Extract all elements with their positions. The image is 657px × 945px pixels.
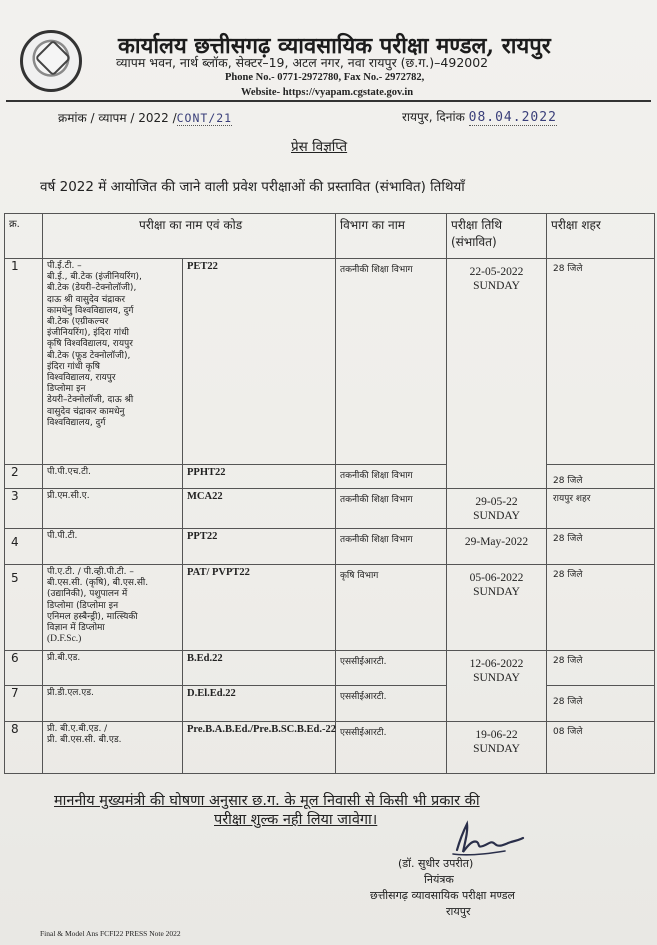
vyapam-emblem-icon [20, 30, 82, 92]
table-header-row [5, 214, 655, 259]
row-sn: 8 [5, 721, 43, 773]
exam-date [447, 685, 547, 721]
exam-city: 28 जिले [547, 565, 655, 651]
table-row [5, 489, 655, 529]
exam-name: प्री.डी.एल.एड. [43, 685, 183, 721]
row-sn: 4 [5, 529, 43, 565]
row-sn: 1 [5, 259, 43, 465]
header-exam-name: परीक्षा का नाम एवं कोड [43, 214, 336, 259]
exam-department: तकनीकी शिक्षा विभाग [336, 465, 447, 489]
exam-city: 28 जिले [547, 685, 655, 721]
row-sn: 2 [5, 465, 43, 489]
exam-department: तकनीकी शिक्षा विभाग [336, 489, 447, 529]
row-sn: 6 [5, 651, 43, 686]
exam-code: PPHT22 [183, 465, 336, 489]
exam-city: रायपुर शहर [547, 489, 655, 529]
exam-name: पी.पी.एच.टी. [43, 465, 183, 489]
subject-line: वर्ष 2022 में आयोजित की जाने वाली प्रवेश परीक्षाओं की प्रस्तावित (संभावित) तिथियाँ [40, 179, 465, 195]
exam-city: 28 जिले [547, 529, 655, 565]
exam-department: एससीईआरटी. [336, 721, 447, 773]
exam-department: एससीईआरटी. [336, 651, 447, 686]
press-note-heading: प्रेस विज्ञप्ति [291, 139, 348, 155]
exam-date: 22-05-2022 SUNDAY [447, 259, 547, 465]
footer-note: Final & Model Ans FCFI22 PRESS Note 2022 [40, 929, 181, 938]
exam-date: 05-06-2022 SUNDAY [447, 565, 547, 651]
exam-code: MCA22 [183, 489, 336, 529]
table-row [5, 465, 655, 489]
header-divider [6, 100, 651, 102]
exam-date: 29-05-22 SUNDAY [447, 489, 547, 529]
header-department: विभाग का नाम [336, 214, 447, 259]
exam-code: PAT/ PVPT22 [183, 565, 336, 651]
exam-city: 28 जिले [547, 465, 655, 489]
exam-schedule-table [4, 213, 655, 774]
row-sn: 5 [5, 565, 43, 651]
place-date-label: रायपुर, दिनांक [402, 110, 465, 124]
exam-city: 28 जिले [547, 259, 655, 465]
row-sn: 3 [5, 489, 43, 529]
exam-name: प्री.एम.सी.ए. [43, 489, 183, 529]
signatory-city: रायपुर [446, 905, 471, 918]
exam-name: पी.ई.टी. – बी.ई., बी.टेक (इंजीनियरिंग), बी.टेक (डेयरी–टेक्नोलॉजी), दाऊ श्री वासुदेव चंद्राकर कामधेनु विश्वविद्यालय, दुर्ग बी.टेक (एग्रीकल्चर इंजीनियरिंग), इंदिरा गांधी कृषि विश्वविद्यालय, रायपुर बी.टेक (फूड टेक्नोलॉजी), इंदिरा गांधी कृषि विश्वविद्यालय, रायपुर डिप्लोमा इन डेयरी–टेक्नोलॉजी, दाऊ श्री वासुदेव चंद्राकर कामधेनु विश्वविद्यालय, दुर्ग [43, 259, 183, 465]
exam-department: तकनीकी शिक्षा विभाग [336, 529, 447, 565]
office-title: कार्यालय छत्तीसगढ़ व्यावसायिक परीक्षा मण्डल, रायपुर [118, 33, 551, 59]
exam-name: प्री. बी.ए.बी.एड. / प्री. बी.एस.सी. बी.एड. [43, 721, 183, 773]
reference-handwritten-number: CONT/21 [176, 111, 233, 125]
table-row [5, 685, 655, 721]
header-sn: क्र. [5, 214, 43, 259]
table-row [5, 651, 655, 686]
header-exam-city: परीक्षा शहर [547, 214, 655, 259]
table-row [5, 259, 655, 465]
exam-city: 28 जिले [547, 651, 655, 686]
exam-code: B.Ed.22 [183, 651, 336, 686]
reference-prefix: क्रमांक / व्यापम / 2022 / [58, 111, 177, 125]
exam-code: PET22 [183, 259, 336, 465]
office-phone: Phone No.- 0771-2972780, Fax No.- 2972782, [225, 72, 425, 83]
table-row [5, 565, 655, 651]
row-sn: 7 [5, 685, 43, 721]
exam-city: 08 जिले [547, 721, 655, 773]
exam-department: तकनीकी शिक्षा विभाग [336, 259, 447, 465]
signatory-organization: छत्तीसगढ़ व्यावसायिक परीक्षा मण्डल [370, 889, 516, 902]
exam-code: Pre.B.A.B.Ed./Pre.B.SC.B.Ed.-22 [183, 721, 336, 773]
signatory-name: (डॉ. सुधीर उपरीत) [398, 857, 474, 870]
exam-name: पी.ए.टी. / पी.व्ही.पी.टी. – बी.एस.सी. (कृषि), बी.एस.सी. (उद्यानिकी), पशुपालन में डिप्लोमा (डिप्लोमा इन एनिमल हस्बैन्ड्री), मात्स्यिकी विज्ञान में डिप्लोमा (D.F.Sc.) [43, 565, 183, 651]
exam-date [447, 465, 547, 489]
place-date [402, 108, 557, 125]
exam-code: D.El.Ed.22 [183, 685, 336, 721]
exam-date: 29-May-2022 [447, 529, 547, 565]
fee-waiver-notice-line2: परीक्षा शुल्क नही लिया जावेगा। [214, 812, 378, 828]
exam-date: 12-06-2022 SUNDAY [447, 651, 547, 686]
exam-name: पी.पी.टी. [43, 529, 183, 565]
office-website: Website- https://vyapam.cgstate.gov.in [241, 87, 414, 98]
table-row [5, 721, 655, 773]
signatory-designation: नियंत्रक [424, 873, 454, 886]
office-address: व्यापम भवन, नार्थ ब्लॉक, सेक्टर–19, अटल नगर, नवा रायपुर (छ.ग.)–492002 [116, 55, 489, 70]
header-exam-date: परीक्षा तिथि (संभावित) [447, 214, 547, 259]
fee-waiver-notice-line1: माननीय मुख्यमंत्री की घोषणा अनुसार छ.ग. के मूल निवासी से किसी भी प्रकार की [54, 793, 480, 809]
reference-number [58, 109, 232, 126]
exam-name: प्री.बी.एड. [43, 651, 183, 686]
exam-department: एससीईआरटी. [336, 685, 447, 721]
table-row [5, 529, 655, 565]
exam-code: PPT22 [183, 529, 336, 565]
exam-department: कृषि विभाग [336, 565, 447, 651]
handwritten-date: 08.04.2022 [468, 110, 557, 125]
exam-date: 19-06-22 SUNDAY [447, 721, 547, 773]
